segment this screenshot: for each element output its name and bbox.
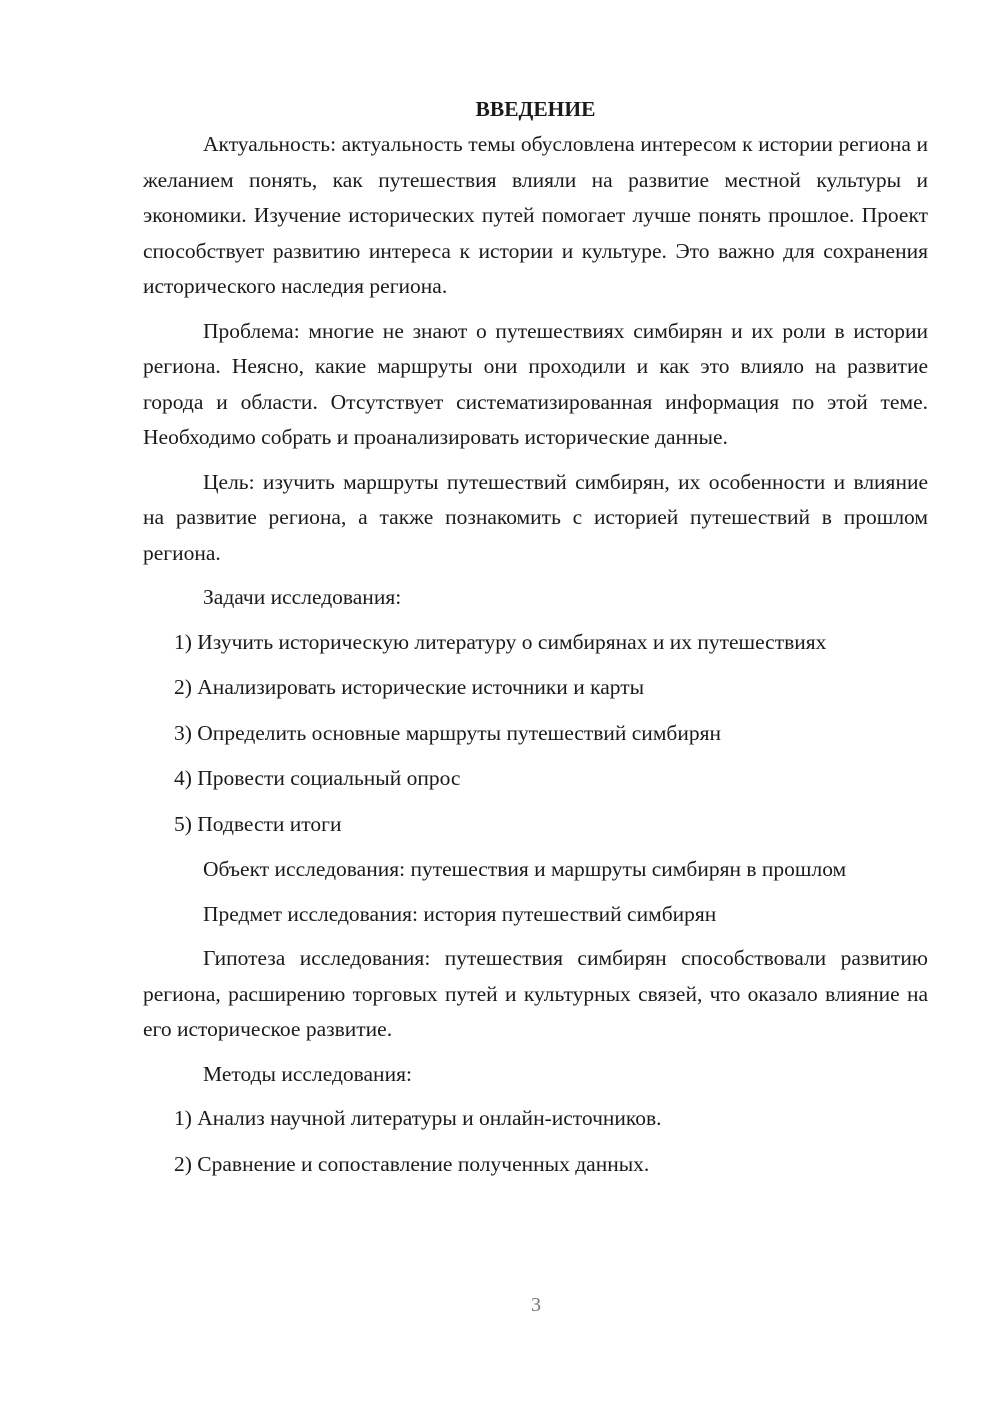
tasks-list — [143, 625, 928, 843]
page-number: 3 — [531, 1294, 541, 1316]
task-item: 5) Подвести итоги — [174, 811, 342, 836]
method-item: 1) Анализ научной литературы и онлайн-источников. — [174, 1106, 662, 1130]
paragraph-subject: Предмет исследования: история путешествий симбирян — [203, 901, 717, 926]
tasks-heading: Задачи исследования: — [203, 585, 402, 609]
section-title: ВВЕДЕНИЕ — [475, 97, 596, 121]
task-item: 3) Определить основные маршруты путешествий симбирян — [174, 720, 722, 745]
methods-heading: Методы исследования: — [203, 1061, 412, 1086]
paragraph-problem: Проблема: многие не знают о путешествиях симбирян и их роли в истории региона. Неясно, какие маршруты они проходили и как это влияло на развитие города и области. Отсутствует систематизированная информация по этой теме. Необходимо собрать и проанализировать исторические данные. — [143, 318, 928, 449]
document-body — [143, 92, 928, 1192]
paragraph-relevance: Актуальность: актуальность темы обусловлена интересом к истории региона и желанием понять, как путешествия влияли на развитие местной культуры и экономики. Изучение исторических путей помогает лучше понять прошлое. Проект способствует развитию интереса к истории и культуре. Это важно для сохранения исторического наследия региона. — [143, 132, 928, 298]
paragraph-hypothesis: Гипотеза исследования: путешествия симбирян способствовали развитию региона, расширению торговых путей и культурных связей, что оказало влияние на его историческое развитие. — [143, 946, 928, 1041]
paragraph-goal: Цель: изучить маршруты путешествий симбирян, их особенности и влияние на развитие региона, а также познакомить с историей путешествий в прошлом региона. — [143, 469, 928, 565]
methods-list — [143, 1101, 928, 1182]
task-item: 4) Провести социальный опрос — [174, 766, 461, 790]
task-item: 2) Анализировать исторические источники и карты — [174, 675, 645, 699]
task-item: 1) Изучить историческую литературу о симбирянах и их путешествиях — [174, 629, 827, 654]
paragraph-object: Объект исследования: путешествия и маршруты симбирян в прошлом — [203, 857, 847, 881]
method-item: 2) Сравнение и сопоставление полученных данных. — [174, 1151, 650, 1176]
